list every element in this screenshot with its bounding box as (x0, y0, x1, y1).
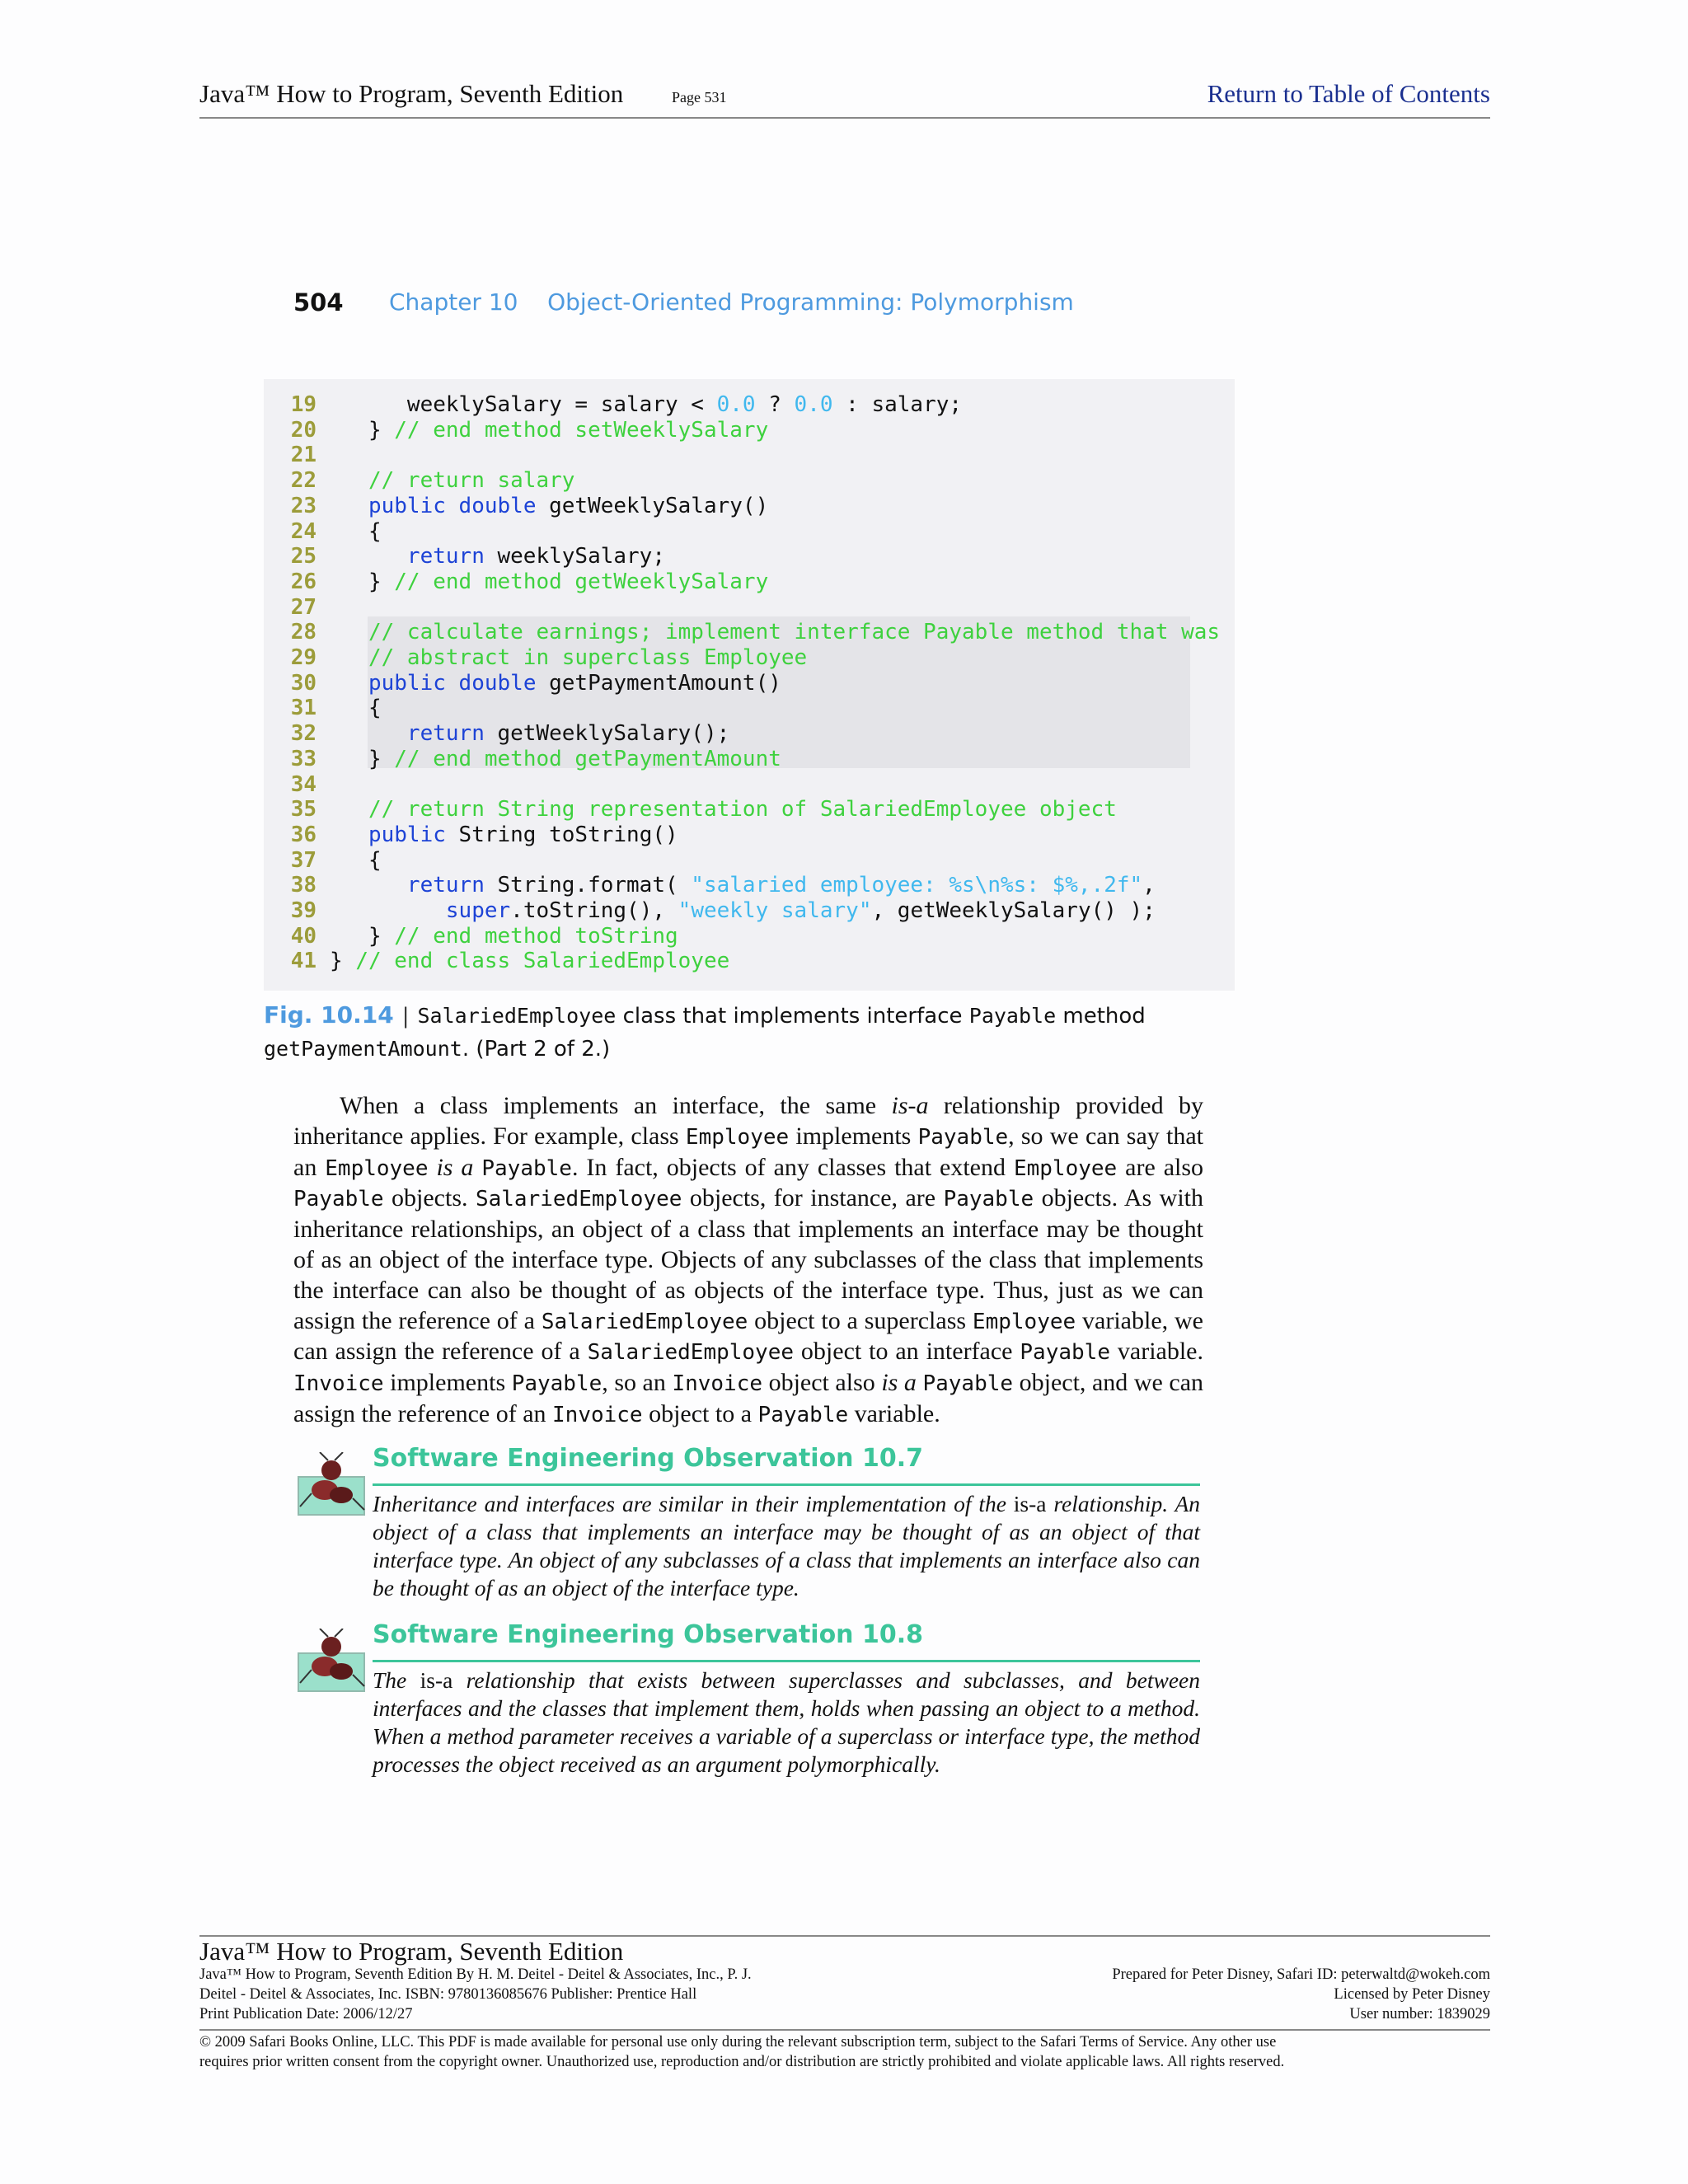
code-term: Employee (685, 1124, 790, 1150)
code-term: Payable (943, 1187, 1034, 1212)
footer-right-3: User number: 1839029 (1349, 2006, 1490, 2022)
line-number: 20 (290, 417, 316, 443)
footer-right-2: Licensed by Peter Disney (1334, 1986, 1490, 2003)
code-text: // return String representation of SalariedEmployee object (368, 797, 1117, 823)
code-line (264, 595, 1235, 620)
line-number: 36 (290, 822, 316, 847)
text-run: . In fact, objects of any classes that extend (571, 1153, 1014, 1181)
page-number: 504 (293, 288, 344, 316)
code-term: Payable (917, 1124, 1009, 1150)
caption-method: getPaymentAmount (264, 1037, 462, 1061)
code-line (264, 949, 1235, 973)
code-text: public String toString() (368, 822, 678, 847)
line-number: 27 (290, 594, 316, 620)
line-number: 24 (290, 518, 316, 544)
code-text: { (330, 847, 382, 873)
emphasis: is a (881, 1369, 917, 1397)
text-run: object, and we can assign the reference of an (293, 1369, 1204, 1427)
header-page-number: Page 531 (672, 89, 727, 105)
caption-class: SalariedEmployee (417, 1004, 617, 1028)
text-run: When a class implements an interface, the same (340, 1092, 892, 1119)
text-run (473, 1154, 481, 1181)
code-line (264, 747, 1235, 771)
text-run: , so an (602, 1369, 673, 1397)
text-run: relationship provided by inheritance applies. For example, class (293, 1092, 1203, 1150)
code-line (264, 519, 1235, 544)
text-run: , so we can say that an (293, 1122, 1203, 1181)
seo-rule (373, 1660, 1200, 1662)
seo-text (373, 1666, 1200, 1779)
code-line (264, 721, 1235, 746)
seo-text-a: Inheritance and interfaces are similar in their implementation of the (373, 1491, 1014, 1516)
code-text: return weeklySalary; (406, 544, 665, 569)
page-footer (199, 1935, 1490, 2070)
code-line (264, 797, 1235, 822)
body-paragraph (293, 1091, 1203, 1431)
seo-text-b: relationship that exists between superclasses and subclasses, and between interfaces and the classes that implement them, holds when passing an object to a method. When a method parameter receives a variable of a superclass or interface type, the method processes the object received as an argument polymorphically. (373, 1667, 1200, 1777)
caption-text-3: . (Part 2 of 2.) (462, 1037, 611, 1062)
line-number: 40 (290, 923, 316, 949)
copyright-line-2: requires prior written consent from the copyright owner. Unauthorized use, reproduction and/or distribution are strictly prohibited and violate applicable laws. All rights reserved. (199, 2054, 1285, 2070)
copyright-line-1: © 2009 Safari Books Online, LLC. This PDF is made available for personal use only during the relevant subscription term, subject to the Safari Terms of Service. Any other use (199, 2034, 1277, 2050)
footer-license-info (1112, 1965, 1490, 2024)
code-line (264, 494, 1235, 518)
running-header (199, 76, 1490, 119)
code-text: public double getPaymentAmount() (368, 670, 781, 696)
ant-engineer-icon (295, 1452, 369, 1518)
text-run: object also (762, 1369, 882, 1397)
chapter-line (293, 288, 1118, 325)
footer-right-1: Prepared for Peter Disney, Safari ID: peterwaltd@wokeh.com (1112, 1966, 1490, 1983)
text-run: objects. As with inheritance relationships, an object of a class that implements an interface may be thought of as an object of the interface type. Objects of any subclasses of the class that implements the interface can also be thought of as objects of the interface type. Thus, just as we can assign the reference of a (293, 1184, 1203, 1334)
text-run: object to a superclass (748, 1306, 973, 1334)
code-line (264, 924, 1235, 949)
code-text: } // end method toString (330, 923, 678, 949)
ant-engineer-icon (295, 1629, 369, 1694)
code-term: SalariedEmployee (541, 1309, 748, 1334)
text-run: objects. (383, 1184, 476, 1212)
code-term: SalariedEmployee (587, 1340, 795, 1366)
code-text: return getWeeklySalary(); (406, 721, 730, 747)
footer-book-info (199, 1965, 752, 2024)
line-number: 25 (290, 544, 316, 569)
line-number: 32 (290, 721, 316, 747)
line-number: 41 (290, 949, 316, 974)
code-text: { (330, 518, 382, 544)
code-line (264, 823, 1235, 847)
text-run: objects, for instance, are (682, 1184, 944, 1212)
code-text: } // end method getWeeklySalary (330, 569, 769, 594)
code-text: { (330, 696, 382, 721)
footer-copyright (199, 2029, 1490, 2072)
line-number: 37 (290, 847, 316, 873)
code-line (264, 544, 1235, 569)
caption-separator: | (401, 1004, 410, 1029)
code-term: Invoice (552, 1402, 643, 1427)
line-number: 19 (290, 392, 316, 417)
text-run: implements (789, 1122, 918, 1150)
seo-text-b: relationship. An object of a class that implements an interface may be thought of as an object of that interface type. An object of any subclasses of a class that implements an interface also can be thought of as an object of the interface type. (373, 1491, 1200, 1601)
text-run: variable. (848, 1399, 940, 1427)
line-number: 33 (290, 746, 316, 771)
code-term: Payable (1020, 1340, 1110, 1366)
footer-title: Java™ How to Program, Seventh Edition (199, 1937, 624, 1966)
code-text: public double getWeeklySalary() (368, 493, 769, 518)
seo-text-upright: is-a (420, 1667, 453, 1693)
code-line (264, 468, 1235, 493)
footer-left-2: Deitel - Deitel & Associates, Inc. ISBN: 9780136085676 Publisher: Prentice Hall (199, 1986, 697, 2003)
code-text: // abstract in superclass Employee (368, 645, 808, 670)
line-number: 30 (290, 670, 316, 696)
footer-left-1: Java™ How to Program, Seventh Edition By H. M. Deitel - Deitel & Associates, Inc., P. J. (199, 1966, 752, 1983)
code-term: Invoice (293, 1371, 384, 1397)
code-line (264, 443, 1235, 467)
code-term: Employee (325, 1155, 429, 1181)
line-number: 31 (290, 696, 316, 721)
code-term: Employee (972, 1309, 1076, 1334)
line-number: 29 (290, 645, 316, 670)
code-line (264, 696, 1235, 720)
figure-caption (264, 999, 1170, 1066)
seo-rule (373, 1483, 1200, 1486)
line-number: 23 (290, 493, 316, 518)
seo-title: Software Engineering Observation 10.8 (373, 1620, 923, 1649)
text-run: are also (1117, 1153, 1204, 1181)
code-text: } // end method setWeeklySalary (330, 417, 769, 443)
text-run: object to a (642, 1399, 758, 1427)
code-line (264, 671, 1235, 696)
code-text: } // end class SalariedEmployee (330, 949, 730, 974)
code-term: Invoice (672, 1371, 763, 1397)
line-number: 22 (290, 468, 316, 494)
code-line (264, 873, 1235, 898)
figure-label: Fig. 10.14 (264, 1001, 394, 1029)
code-term: Payable (511, 1371, 603, 1397)
code-text: weeklySalary = salary < 0.0 ? 0.0 : salary; (330, 392, 963, 417)
code-line (264, 848, 1235, 873)
code-line (264, 898, 1235, 923)
seo-text-upright: is-a (1013, 1491, 1047, 1516)
code-listing (264, 379, 1235, 991)
code-line (264, 418, 1235, 443)
seo-text (373, 1490, 1200, 1602)
line-number: 21 (290, 443, 316, 468)
text-run (429, 1154, 437, 1181)
code-line (264, 772, 1235, 797)
text-run: implements (383, 1369, 512, 1397)
code-line (264, 392, 1235, 417)
text-run: variable. (1109, 1338, 1203, 1366)
chapter-title: Chapter 10 Object-Oriented Programming: Polymorphism (389, 288, 1074, 316)
code-text: // calculate earnings; implement interface Payable method that was (368, 620, 1221, 645)
code-term: Payable (757, 1402, 849, 1427)
header-title: Java™ How to Program, Seventh Edition (199, 79, 624, 108)
code-term: Employee (1013, 1155, 1118, 1181)
code-text: // return salary (368, 468, 575, 494)
line-number: 35 (290, 797, 316, 823)
code-line (264, 620, 1235, 644)
emphasis: is a (436, 1153, 474, 1181)
code-line (264, 645, 1235, 670)
code-term: SalariedEmployee (475, 1187, 682, 1212)
seo-title: Software Engineering Observation 10.7 (373, 1444, 923, 1473)
seo-text-a: The (373, 1667, 420, 1693)
code-term: Payable (481, 1155, 572, 1181)
emphasis: is-a (891, 1092, 929, 1119)
toc-link[interactable]: Return to Table of Contents (1207, 79, 1490, 108)
code-text: } // end method getPaymentAmount (330, 746, 781, 771)
code-term: Payable (922, 1371, 1014, 1397)
line-number: 34 (290, 771, 316, 797)
line-number: 28 (290, 620, 316, 645)
line-number: 26 (290, 569, 316, 594)
caption-text-2: method (1056, 1004, 1146, 1029)
line-number: 39 (290, 898, 316, 923)
code-text: return String.format( "salaried employee: %s\n%s: $%,.2f", (406, 873, 1156, 898)
code-line (264, 569, 1235, 594)
text-run: object to an interface (794, 1338, 1020, 1366)
footer-left-3: Print Publication Date: 2006/12/27 (199, 2006, 413, 2022)
caption-interface: Payable (968, 1004, 1057, 1028)
caption-text-1: class that implements interface (616, 1004, 969, 1029)
text-run: variable, we can assign the reference of a (293, 1306, 1203, 1366)
line-number: 38 (290, 873, 316, 898)
code-term: Payable (293, 1187, 384, 1212)
code-text: super.toString(), "weekly salary", getWeeklySalary() ); (445, 898, 1156, 923)
